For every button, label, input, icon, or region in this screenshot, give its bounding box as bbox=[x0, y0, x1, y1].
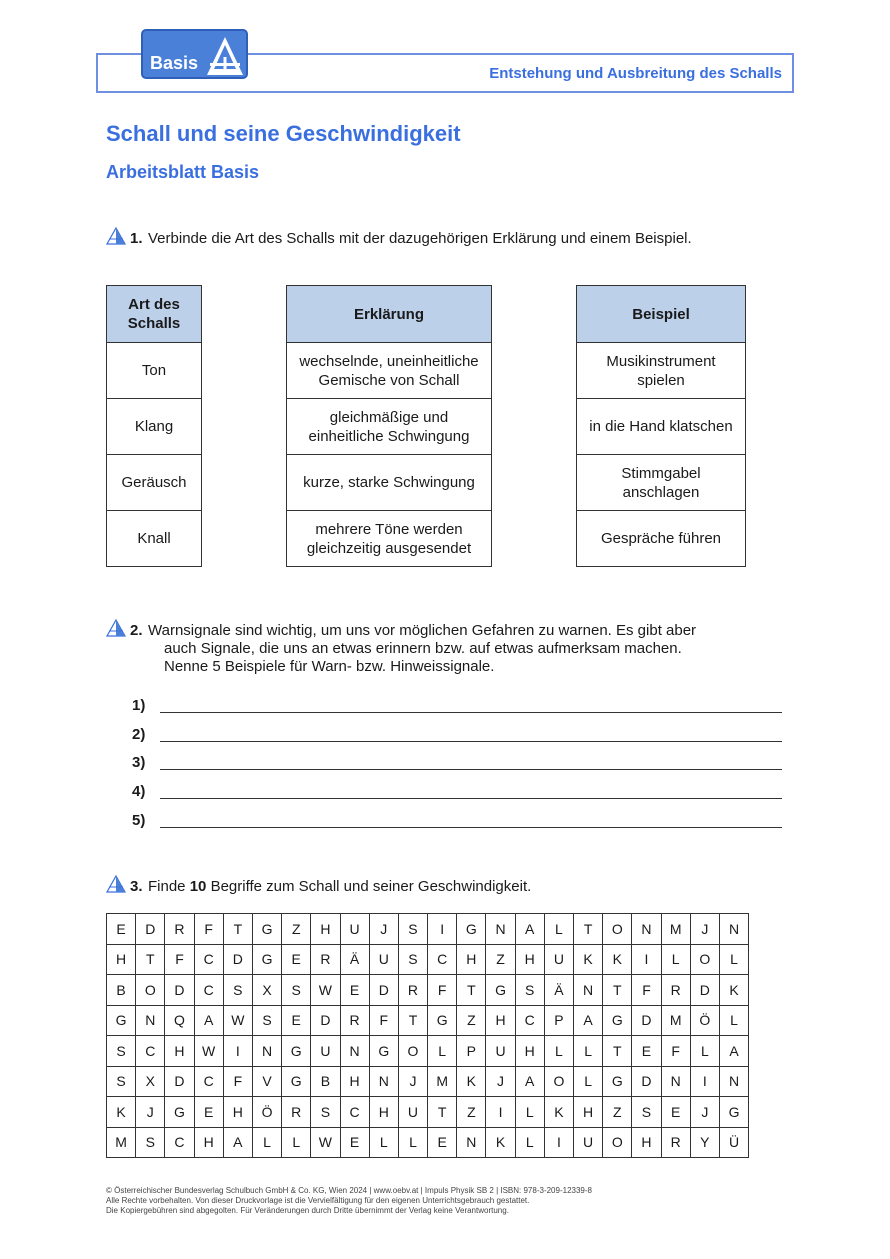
grid-letter-cell[interactable]: T bbox=[603, 975, 632, 1006]
grid-letter-cell[interactable]: C bbox=[515, 1005, 544, 1036]
grid-letter-cell[interactable]: E bbox=[632, 1036, 661, 1067]
grid-letter-cell[interactable]: Z bbox=[486, 944, 515, 975]
grid-letter-cell[interactable]: C bbox=[194, 975, 223, 1006]
erklaerung-item[interactable]: wechselnde, uneinheitliche Gemische von Schall bbox=[287, 342, 491, 398]
grid-letter-cell[interactable]: M bbox=[428, 1066, 457, 1097]
grid-letter-cell[interactable]: G bbox=[486, 975, 515, 1006]
grid-letter-cell[interactable]: N bbox=[574, 975, 603, 1006]
grid-letter-cell[interactable]: O bbox=[136, 975, 165, 1006]
grid-letter-cell[interactable]: Ö bbox=[690, 1005, 719, 1036]
grid-letter-cell[interactable]: L bbox=[515, 1097, 544, 1128]
grid-letter-cell[interactable]: G bbox=[282, 1036, 311, 1067]
grid-letter-cell[interactable]: A bbox=[515, 1066, 544, 1097]
grid-letter-cell[interactable]: L bbox=[661, 944, 690, 975]
grid-row bbox=[107, 1127, 749, 1158]
grid-letter-cell[interactable]: G bbox=[107, 1005, 136, 1036]
grid-letter-cell[interactable]: C bbox=[194, 1066, 223, 1097]
triangle-level-icon bbox=[106, 875, 126, 893]
grid-letter-cell[interactable]: R bbox=[311, 944, 340, 975]
grid-letter-cell[interactable]: G bbox=[603, 1066, 632, 1097]
grid-letter-cell[interactable]: G bbox=[428, 1005, 457, 1036]
grid-letter-cell[interactable]: G bbox=[165, 1097, 194, 1128]
grid-letter-cell[interactable]: C bbox=[194, 944, 223, 975]
grid-letter-cell[interactable]: N bbox=[369, 1066, 398, 1097]
grid-letter-cell[interactable]: J bbox=[690, 914, 719, 945]
erklaerung-item[interactable]: gleichmäßige und einheitliche Schwingung bbox=[287, 398, 491, 454]
grid-letter-cell[interactable]: Ä bbox=[340, 944, 369, 975]
art-item[interactable]: Ton bbox=[107, 342, 201, 398]
grid-letter-cell[interactable]: O bbox=[603, 914, 632, 945]
answer-line[interactable] bbox=[160, 827, 782, 828]
task-3-text-after: Begriffe zum Schall und seiner Geschwindigkeit. bbox=[210, 878, 532, 895]
grid-letter-cell[interactable]: D bbox=[632, 1066, 661, 1097]
grid-letter-cell[interactable]: N bbox=[661, 1066, 690, 1097]
grid-letter-cell[interactable]: S bbox=[398, 944, 427, 975]
grid-letter-cell[interactable]: A bbox=[574, 1005, 603, 1036]
grid-letter-cell[interactable]: L bbox=[544, 914, 573, 945]
grid-letter-cell[interactable]: L bbox=[428, 1036, 457, 1067]
grid-letter-cell[interactable]: N bbox=[136, 1005, 165, 1036]
grid-letter-cell[interactable]: Z bbox=[457, 1097, 486, 1128]
grid-letter-cell[interactable]: I bbox=[486, 1097, 515, 1128]
grid-letter-cell[interactable]: D bbox=[165, 1066, 194, 1097]
grid-letter-cell[interactable]: C bbox=[136, 1036, 165, 1067]
grid-letter-cell[interactable]: H bbox=[340, 1066, 369, 1097]
answer-line[interactable] bbox=[160, 798, 782, 799]
grid-letter-cell[interactable]: O bbox=[544, 1066, 573, 1097]
grid-letter-cell[interactable]: T bbox=[136, 944, 165, 975]
answer-label: 3) bbox=[132, 754, 146, 771]
grid-letter-cell[interactable]: L bbox=[515, 1127, 544, 1158]
grid-letter-cell[interactable]: U bbox=[486, 1036, 515, 1067]
grid-letter-cell[interactable]: E bbox=[661, 1097, 690, 1128]
grid-letter-cell[interactable]: B bbox=[107, 975, 136, 1006]
grid-letter-cell[interactable]: R bbox=[661, 1127, 690, 1158]
grid-letter-cell[interactable]: K bbox=[457, 1066, 486, 1097]
answer-line[interactable] bbox=[160, 769, 782, 770]
grid-letter-cell[interactable]: D bbox=[311, 1005, 340, 1036]
grid-letter-cell[interactable]: E bbox=[107, 914, 136, 945]
grid-letter-cell[interactable]: S bbox=[398, 914, 427, 945]
grid-letter-cell[interactable]: S bbox=[311, 1097, 340, 1128]
grid-letter-cell[interactable]: L bbox=[544, 1036, 573, 1067]
grid-letter-cell[interactable]: T bbox=[603, 1036, 632, 1067]
triangle-level-icon bbox=[106, 619, 126, 637]
answer-line[interactable] bbox=[160, 741, 782, 742]
grid-letter-cell[interactable]: C bbox=[340, 1097, 369, 1128]
grid-letter-cell[interactable]: V bbox=[252, 1066, 281, 1097]
grid-letter-cell[interactable]: L bbox=[282, 1127, 311, 1158]
art-item[interactable]: Knall bbox=[107, 510, 201, 566]
grid-letter-cell[interactable]: S bbox=[107, 1066, 136, 1097]
grid-letter-cell[interactable]: H bbox=[515, 944, 544, 975]
grid-letter-cell[interactable]: I bbox=[428, 914, 457, 945]
grid-row bbox=[107, 1066, 749, 1097]
table-beispiel bbox=[576, 285, 746, 567]
grid-letter-cell[interactable]: P bbox=[544, 1005, 573, 1036]
grid-letter-cell[interactable]: H bbox=[194, 1127, 223, 1158]
grid-letter-cell[interactable]: Z bbox=[457, 1005, 486, 1036]
grid-letter-cell[interactable]: H bbox=[632, 1127, 661, 1158]
grid-letter-cell[interactable]: Z bbox=[603, 1097, 632, 1128]
grid-letter-cell[interactable]: S bbox=[252, 1005, 281, 1036]
grid-letter-cell[interactable]: F bbox=[661, 1036, 690, 1067]
grid-letter-cell[interactable]: F bbox=[223, 1066, 252, 1097]
grid-letter-cell[interactable]: U bbox=[574, 1127, 603, 1158]
grid-letter-cell[interactable]: U bbox=[340, 914, 369, 945]
table-header-beispiel: Beispiel bbox=[577, 286, 745, 342]
grid-letter-cell[interactable]: O bbox=[603, 1127, 632, 1158]
task-3-text-before: Finde bbox=[148, 878, 186, 895]
art-item[interactable]: Geräusch bbox=[107, 454, 201, 510]
grid-letter-cell[interactable]: K bbox=[719, 975, 748, 1006]
grid-letter-cell[interactable]: S bbox=[515, 975, 544, 1006]
task-3-count: 10 bbox=[189, 878, 207, 895]
grid-letter-cell[interactable]: G bbox=[252, 914, 281, 945]
grid-letter-cell[interactable]: W bbox=[311, 1127, 340, 1158]
word-search-grid bbox=[106, 913, 749, 1158]
grid-letter-cell[interactable]: U bbox=[398, 1097, 427, 1128]
grid-letter-cell[interactable]: H bbox=[165, 1036, 194, 1067]
grid-letter-cell[interactable]: K bbox=[574, 944, 603, 975]
beispiel-item[interactable]: in die Hand klatschen bbox=[577, 398, 745, 454]
grid-letter-cell[interactable]: E bbox=[282, 944, 311, 975]
grid-letter-cell[interactable]: W bbox=[223, 1005, 252, 1036]
grid-letter-cell[interactable]: N bbox=[340, 1036, 369, 1067]
page-subtitle: Arbeitsblatt Basis bbox=[106, 162, 260, 182]
grid-letter-cell[interactable]: P bbox=[457, 1036, 486, 1067]
grid-letter-cell[interactable]: A bbox=[194, 1005, 223, 1036]
grid-letter-cell[interactable]: B bbox=[311, 1066, 340, 1097]
beispiel-item[interactable]: Stimmgabel anschlagen bbox=[577, 454, 745, 510]
grid-letter-cell[interactable]: W bbox=[311, 975, 340, 1006]
header-title: Entstehung und Ausbreitung des Schalls bbox=[489, 65, 782, 82]
grid-letter-cell[interactable]: C bbox=[428, 944, 457, 975]
beispiel-item[interactable]: Gespräche führen bbox=[577, 510, 745, 566]
table-erklaerung bbox=[286, 285, 492, 567]
page-title: Schall und seine Geschwindigkeit bbox=[106, 121, 461, 146]
answer-line[interactable] bbox=[160, 712, 782, 713]
grid-letter-cell[interactable]: O bbox=[398, 1036, 427, 1067]
footer-line: © Österreichischer Bundesverlag Schulbuch GmbH & Co. KG, Wien 2024 | www.oebv.at | Impuls Physik SB 2 | ISBN: 978-3-209-12339-8 bbox=[106, 1186, 592, 1195]
task-2-line: Nenne 5 Beispiele für Warn- bzw. Hinweissignale. bbox=[164, 658, 495, 675]
grid-letter-cell[interactable]: A bbox=[223, 1127, 252, 1158]
grid-letter-cell[interactable]: U bbox=[311, 1036, 340, 1067]
grid-letter-cell[interactable]: T bbox=[398, 1005, 427, 1036]
table-art-des-schalls bbox=[106, 285, 202, 567]
answer-label: 1) bbox=[132, 697, 146, 714]
grid-letter-cell[interactable]: H bbox=[457, 944, 486, 975]
grid-letter-cell[interactable]: G bbox=[252, 944, 281, 975]
art-item[interactable]: Klang bbox=[107, 398, 201, 454]
grid-letter-cell[interactable]: E bbox=[340, 975, 369, 1006]
task-3-text bbox=[148, 878, 531, 896]
grid-letter-cell[interactable]: F bbox=[369, 1005, 398, 1036]
grid-letter-cell[interactable]: E bbox=[194, 1097, 223, 1128]
grid-letter-cell[interactable]: C bbox=[165, 1127, 194, 1158]
answer-label: 2) bbox=[132, 726, 146, 743]
grid-letter-cell[interactable]: Q bbox=[165, 1005, 194, 1036]
grid-letter-cell[interactable]: S bbox=[632, 1097, 661, 1128]
answer-label: 5) bbox=[132, 812, 146, 829]
grid-letter-cell[interactable]: D bbox=[165, 975, 194, 1006]
grid-letter-cell[interactable]: D bbox=[690, 975, 719, 1006]
grid-letter-cell[interactable]: N bbox=[719, 1066, 748, 1097]
grid-row bbox=[107, 1097, 749, 1128]
logo-text: Basis bbox=[150, 53, 199, 73]
grid-letter-cell[interactable]: T bbox=[223, 914, 252, 945]
grid-letter-cell[interactable]: J bbox=[486, 1066, 515, 1097]
grid-letter-cell[interactable]: K bbox=[486, 1127, 515, 1158]
erklaerung-item[interactable]: kurze, starke Schwingung bbox=[287, 454, 491, 510]
grid-letter-cell[interactable]: S bbox=[282, 975, 311, 1006]
grid-letter-cell[interactable]: D bbox=[632, 1005, 661, 1036]
grid-letter-cell[interactable]: R bbox=[282, 1097, 311, 1128]
grid-letter-cell[interactable]: G bbox=[282, 1066, 311, 1097]
grid-letter-cell[interactable]: R bbox=[340, 1005, 369, 1036]
grid-letter-cell[interactable]: N bbox=[252, 1036, 281, 1067]
grid-row bbox=[107, 914, 749, 945]
grid-row bbox=[107, 944, 749, 975]
grid-letter-cell[interactable]: H bbox=[486, 1005, 515, 1036]
grid-letter-cell[interactable]: N bbox=[457, 1127, 486, 1158]
grid-row bbox=[107, 1005, 749, 1036]
grid-letter-cell[interactable]: E bbox=[282, 1005, 311, 1036]
grid-letter-cell[interactable]: E bbox=[340, 1127, 369, 1158]
grid-letter-cell[interactable]: R bbox=[398, 975, 427, 1006]
grid-row bbox=[107, 1036, 749, 1067]
task-2-number: 2. bbox=[130, 622, 143, 639]
table-header-art: Art des Schalls bbox=[107, 286, 201, 342]
grid-letter-cell[interactable]: J bbox=[136, 1097, 165, 1128]
grid-letter-cell[interactable]: I bbox=[223, 1036, 252, 1067]
answer-label: 4) bbox=[132, 783, 146, 800]
grid-letter-cell[interactable]: G bbox=[457, 914, 486, 945]
grid-letter-cell[interactable]: D bbox=[136, 914, 165, 945]
grid-letter-cell[interactable]: T bbox=[457, 975, 486, 1006]
grid-letter-cell[interactable]: K bbox=[603, 944, 632, 975]
grid-letter-cell[interactable]: M bbox=[661, 914, 690, 945]
grid-letter-cell[interactable]: N bbox=[632, 914, 661, 945]
grid-letter-cell[interactable]: T bbox=[428, 1097, 457, 1128]
grid-letter-cell[interactable]: S bbox=[136, 1127, 165, 1158]
triangle-level-icon bbox=[106, 227, 126, 245]
grid-letter-cell[interactable]: X bbox=[136, 1066, 165, 1097]
grid-letter-cell[interactable]: K bbox=[107, 1097, 136, 1128]
triangle-logo-icon bbox=[205, 35, 245, 77]
grid-letter-cell[interactable]: G bbox=[603, 1005, 632, 1036]
table-header-erklaerung: Erklärung bbox=[287, 286, 491, 342]
beispiel-item[interactable]: Musikinstrument spielen bbox=[577, 342, 745, 398]
grid-letter-cell[interactable]: J bbox=[369, 914, 398, 945]
grid-letter-cell[interactable]: M bbox=[661, 1005, 690, 1036]
grid-letter-cell[interactable]: H bbox=[574, 1097, 603, 1128]
task-1-number: 1. bbox=[130, 230, 143, 247]
task-3-number: 3. bbox=[130, 878, 143, 895]
grid-letter-cell[interactable]: L bbox=[690, 1036, 719, 1067]
grid-letter-cell[interactable]: I bbox=[632, 944, 661, 975]
grid-letter-cell[interactable]: H bbox=[515, 1036, 544, 1067]
grid-letter-cell[interactable]: X bbox=[252, 975, 281, 1006]
grid-letter-cell[interactable]: J bbox=[398, 1066, 427, 1097]
grid-letter-cell[interactable]: T bbox=[574, 914, 603, 945]
grid-letter-cell[interactable]: F bbox=[165, 944, 194, 975]
grid-letter-cell[interactable]: E bbox=[428, 1127, 457, 1158]
grid-letter-cell[interactable]: N bbox=[486, 914, 515, 945]
grid-letter-cell[interactable]: I bbox=[544, 1127, 573, 1158]
grid-letter-cell[interactable]: K bbox=[544, 1097, 573, 1128]
grid-letter-cell[interactable]: F bbox=[632, 975, 661, 1006]
grid-letter-cell[interactable]: W bbox=[194, 1036, 223, 1067]
grid-letter-cell[interactable]: R bbox=[165, 914, 194, 945]
grid-letter-cell[interactable]: L bbox=[719, 944, 748, 975]
grid-letter-cell[interactable]: Ä bbox=[544, 975, 573, 1006]
grid-letter-cell[interactable]: L bbox=[252, 1127, 281, 1158]
task-2-line: Warnsignale sind wichtig, um uns vor möglichen Gefahren zu warnen. Es gibt aber bbox=[148, 622, 697, 639]
grid-letter-cell[interactable]: A bbox=[515, 914, 544, 945]
grid-letter-cell[interactable]: O bbox=[690, 944, 719, 975]
grid-letter-cell[interactable]: U bbox=[369, 944, 398, 975]
grid-letter-cell[interactable]: L bbox=[398, 1127, 427, 1158]
grid-letter-cell[interactable]: G bbox=[369, 1036, 398, 1067]
grid-letter-cell[interactable]: N bbox=[719, 914, 748, 945]
grid-letter-cell[interactable]: R bbox=[661, 975, 690, 1006]
task-2-line: auch Signale, die uns an etwas erinnern bzw. auf etwas aufmerksam machen. bbox=[164, 640, 682, 657]
grid-letter-cell[interactable]: G bbox=[719, 1097, 748, 1128]
grid-letter-cell[interactable]: D bbox=[223, 944, 252, 975]
footer bbox=[106, 1186, 592, 1216]
grid-letter-cell[interactable]: H bbox=[107, 944, 136, 975]
basis-logo bbox=[141, 29, 248, 79]
grid-letter-cell[interactable]: S bbox=[223, 975, 252, 1006]
grid-letter-cell[interactable]: L bbox=[719, 1005, 748, 1036]
grid-letter-cell[interactable]: Y bbox=[690, 1127, 719, 1158]
grid-letter-cell[interactable]: U bbox=[544, 944, 573, 975]
grid-letter-cell[interactable]: D bbox=[369, 975, 398, 1006]
footer-line: Die Kopiergebühren sind abgegolten. Für Veränderungen durch Dritte übernimmt der Verlag keine Verantwortung. bbox=[106, 1206, 509, 1215]
grid-letter-cell[interactable]: L bbox=[574, 1036, 603, 1067]
task-2-text bbox=[148, 622, 768, 676]
grid-row bbox=[107, 975, 749, 1006]
grid-letter-cell[interactable]: S bbox=[107, 1036, 136, 1067]
grid-letter-cell[interactable]: M bbox=[107, 1127, 136, 1158]
grid-letter-cell[interactable]: J bbox=[690, 1097, 719, 1128]
grid-letter-cell[interactable]: L bbox=[369, 1127, 398, 1158]
footer-line: Alle Rechte vorbehalten. Von dieser Druckvorlage ist die Vervielfältigung für den eigenen Unterrichtsgebrauch gestattet. bbox=[106, 1196, 530, 1205]
grid-letter-cell[interactable]: Ü bbox=[719, 1127, 748, 1158]
task-1-text: Verbinde die Art des Schalls mit der dazugehörigen Erklärung und einem Beispiel. bbox=[148, 230, 692, 247]
grid-letter-cell[interactable]: L bbox=[574, 1066, 603, 1097]
grid-letter-cell[interactable]: F bbox=[194, 914, 223, 945]
grid-letter-cell[interactable]: Ö bbox=[252, 1097, 281, 1128]
grid-letter-cell[interactable]: H bbox=[369, 1097, 398, 1128]
grid-letter-cell[interactable]: A bbox=[719, 1036, 748, 1067]
grid-letter-cell[interactable]: I bbox=[690, 1066, 719, 1097]
grid-letter-cell[interactable]: H bbox=[223, 1097, 252, 1128]
grid-letter-cell[interactable]: Z bbox=[282, 914, 311, 945]
grid-letter-cell[interactable]: F bbox=[428, 975, 457, 1006]
erklaerung-item[interactable]: mehrere Töne werden gleichzeitig ausgesendet bbox=[287, 510, 491, 566]
grid-letter-cell[interactable]: H bbox=[311, 914, 340, 945]
